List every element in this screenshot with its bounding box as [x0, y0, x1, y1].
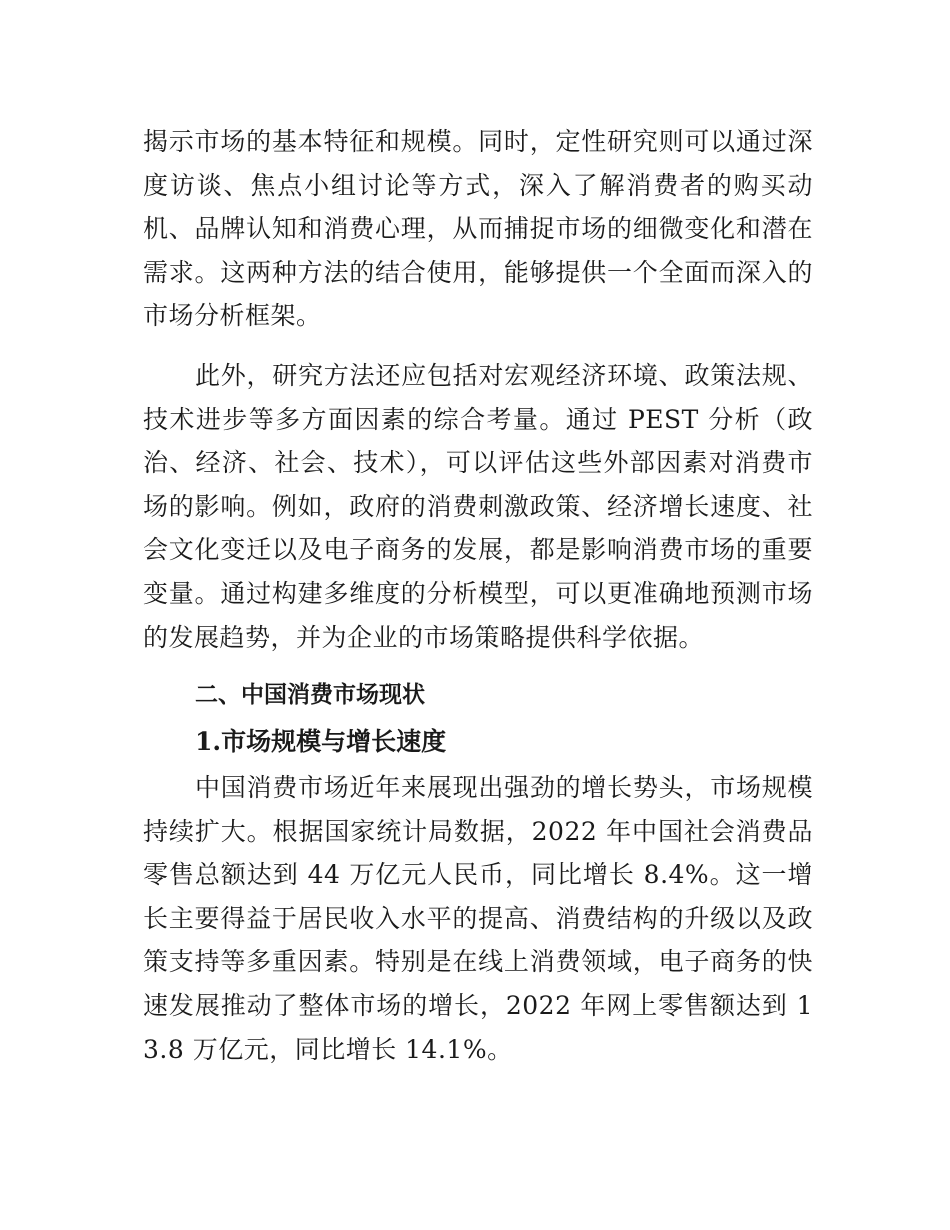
paragraph-market-size: 中国消费市场近年来展现出强劲的增长势头，市场规模持续扩大。根据国家统计局数据，2022 年中国社会消费品零售总额达到 44 万亿元人民币，同比增长 8.4%。这一增长主要得益于居民收入水平的提高、消费结构的升级以及政策支持等多重因素。特别是在线上消费领域，电子商务的快速发展推动了整体市场的增长，2022 年网上零售额达到 13.8 万亿元，同比增长 14.1%。 — [143, 773, 813, 1064]
paragraph-methods-continuation: 揭示市场的基本特征和规模。同时，定性研究则可以通过深度访谈、焦点小组讨论等方式，深入了解消费者的购买动机、品牌认知和消费心理，从而捕捉市场的细微变化和潜在需求。这两种方法的结合使用，能够提供一个全面而深入的市场分析框架。 — [143, 127, 813, 331]
subsection-heading: 1.市场规模与增长速度 — [195, 727, 447, 756]
section-heading: 二、中国消费市场现状 — [195, 682, 425, 708]
paragraph-pest-analysis: 此外，研究方法还应包括对宏观经济环境、政策法规、技术进步等多方面因素的综合考量。通过 PEST 分析（政治、经济、社会、技术），可以评估这些外部因素对消费市场的影响。例如，政府的消费刺激政策、经济增长速度、社会文化变迁以及电子商务的发展，都是影响消费市场的重要变量。通过构建多维度的分析模型，可以更准确地预测市场的发展趋势，并为企业的市场策略提供科学依据。 — [143, 361, 813, 652]
